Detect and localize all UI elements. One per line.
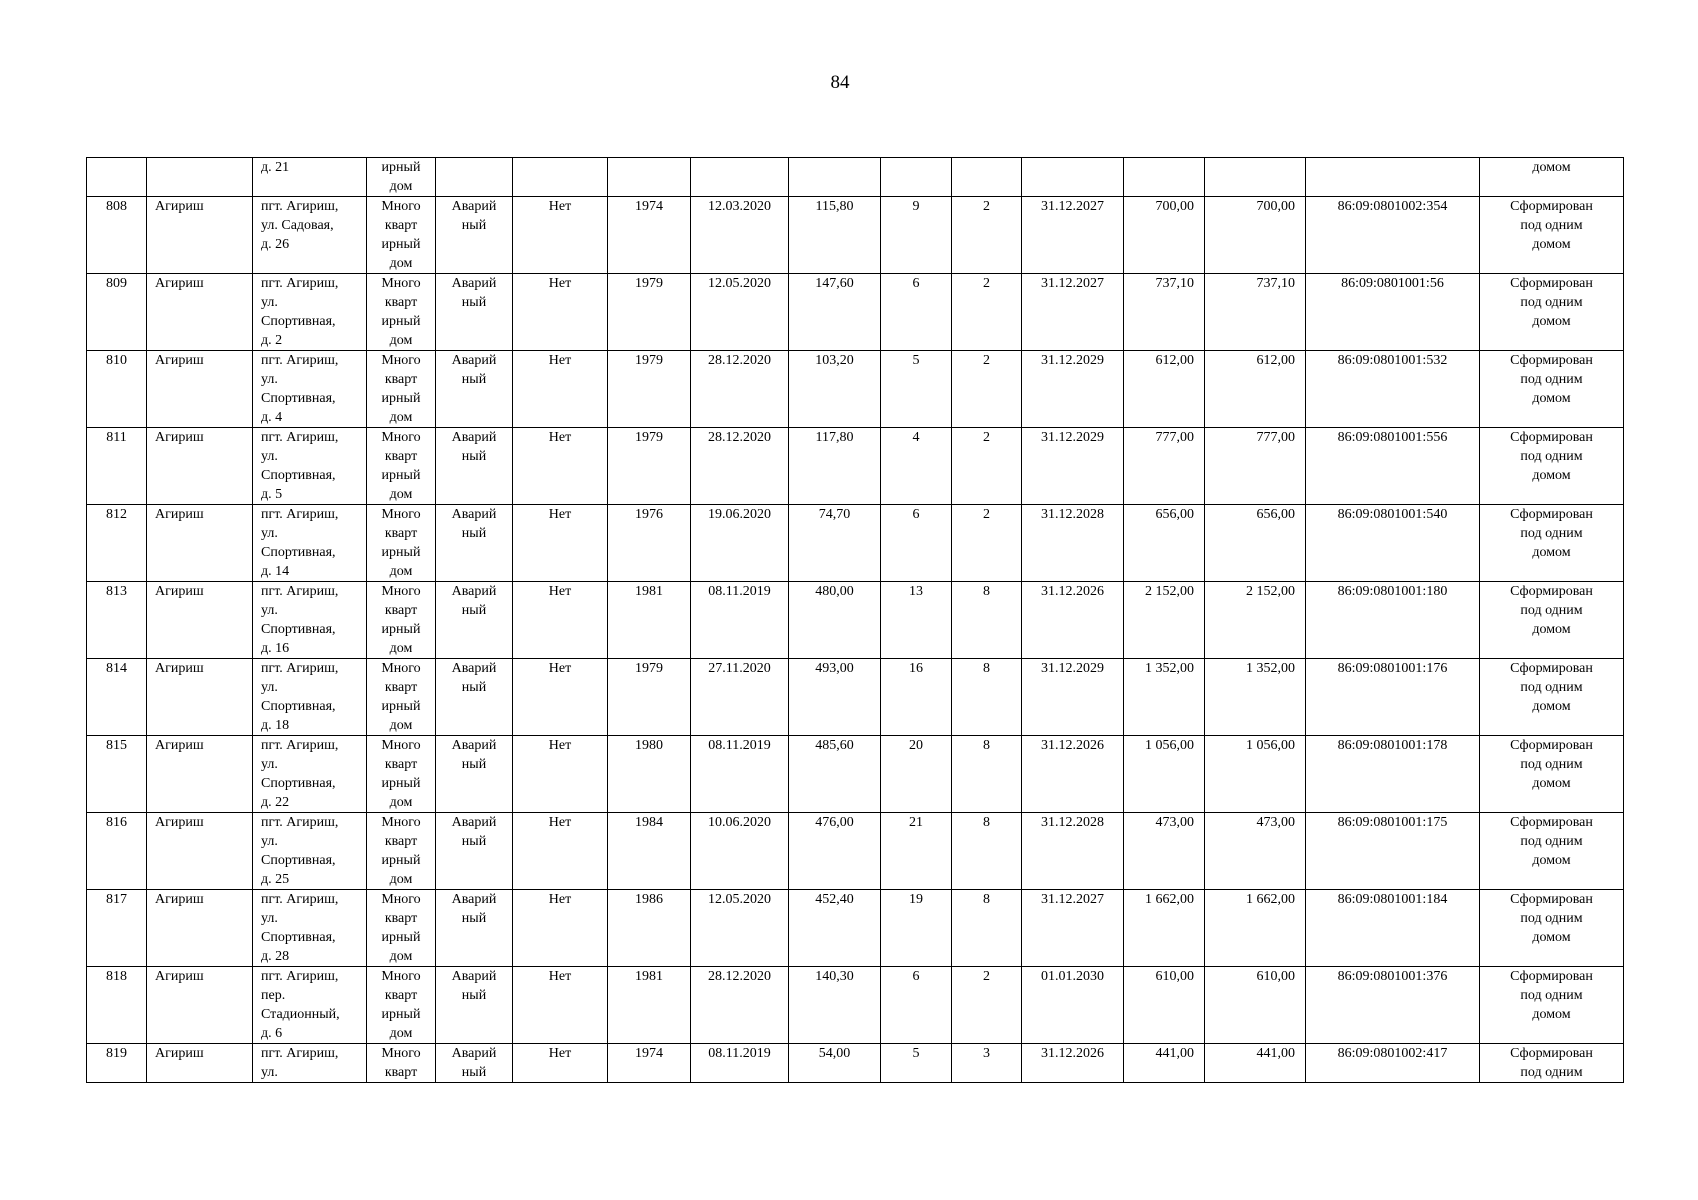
cell-building-status: Аварий ный (436, 274, 513, 351)
cell-planned-date: 31.12.2029 (1022, 659, 1124, 736)
cell-planned-date: 31.12.2027 (1022, 890, 1124, 967)
cell-cadastral-number: 86:09:0801001:532 (1306, 351, 1480, 428)
cell-total-area: 485,60 (789, 736, 881, 813)
cell-building-type: Много кварт ирный дом (367, 505, 436, 582)
cell-flag: Нет (513, 1044, 608, 1083)
cell-total-area: 115,80 (789, 197, 881, 274)
cell-building-type: Много кварт ирный дом (367, 274, 436, 351)
cell-row-number: 811 (87, 428, 147, 505)
cell-planned-date: 01.01.2030 (1022, 967, 1124, 1044)
cell-planned-date: 31.12.2027 (1022, 197, 1124, 274)
table-row (87, 890, 1624, 967)
cell-building-type: Много кварт ирный дом (367, 197, 436, 274)
cell-count-b: 2 (952, 274, 1022, 351)
cell-count-a: 6 (881, 505, 952, 582)
cell-count-b: 8 (952, 582, 1022, 659)
cell-address: пгт. Агириш, ул. Спортивная, д. 16 (253, 582, 367, 659)
cell-total-area: 140,30 (789, 967, 881, 1044)
cell-building-status: Аварий ный (436, 659, 513, 736)
cell-row-number: 814 (87, 659, 147, 736)
cell-area-b: 2 152,00 (1205, 582, 1306, 659)
cell-municipality: Агириш (147, 274, 253, 351)
cell-total-area: 480,00 (789, 582, 881, 659)
cell-flag: Нет (513, 582, 608, 659)
cell-building-type: Много кварт ирный дом (367, 351, 436, 428)
cell-row-number (87, 158, 147, 197)
cell-municipality: Агириш (147, 197, 253, 274)
cell-total-area: 74,70 (789, 505, 881, 582)
cell-address: пгт. Агириш, ул. Спортивная, д. 28 (253, 890, 367, 967)
cell-cadastral-number: 86:09:0801001:178 (1306, 736, 1480, 813)
cell-recognition-date: 28.12.2020 (691, 428, 789, 505)
cell-building-status: Аварий ный (436, 505, 513, 582)
cell-total-area: 476,00 (789, 813, 881, 890)
table-row (87, 428, 1624, 505)
cell-count-a: 13 (881, 582, 952, 659)
cell-total-area (789, 158, 881, 197)
cell-count-b: 2 (952, 197, 1022, 274)
cell-count-b (952, 158, 1022, 197)
table-row (87, 1044, 1624, 1083)
cell-area-a: 1 056,00 (1124, 736, 1205, 813)
cell-building-type: Много кварт ирный дом (367, 813, 436, 890)
cell-count-a: 21 (881, 813, 952, 890)
cell-municipality: Агириш (147, 967, 253, 1044)
cell-municipality: Агириш (147, 505, 253, 582)
table-row (87, 582, 1624, 659)
cell-building-status: Аварий ный (436, 428, 513, 505)
cell-area-b: 1 056,00 (1205, 736, 1306, 813)
cell-count-b: 2 (952, 428, 1022, 505)
cell-municipality: Агириш (147, 659, 253, 736)
cell-count-a: 6 (881, 274, 952, 351)
cell-cadastral-number: 86:09:0801001:184 (1306, 890, 1480, 967)
cell-area-b: 737,10 (1205, 274, 1306, 351)
cell-flag: Нет (513, 505, 608, 582)
cell-land-status: Сформирован под одним домом (1480, 582, 1624, 659)
cell-address: пгт. Агириш, ул. Спортивная, д. 2 (253, 274, 367, 351)
cell-planned-date: 31.12.2029 (1022, 428, 1124, 505)
cell-address: пгт. Агириш, ул. Спортивная, д. 4 (253, 351, 367, 428)
cell-land-status: Сформирован под одним домом (1480, 813, 1624, 890)
cell-area-a: 737,10 (1124, 274, 1205, 351)
cell-row-number: 815 (87, 736, 147, 813)
cell-area-a: 2 152,00 (1124, 582, 1205, 659)
cell-total-area: 147,60 (789, 274, 881, 351)
cell-build-year: 1980 (608, 736, 691, 813)
cell-building-status: Аварий ный (436, 813, 513, 890)
cell-recognition-date: 08.11.2019 (691, 1044, 789, 1083)
cell-area-a: 610,00 (1124, 967, 1205, 1044)
cell-land-status: Сформирован под одним домом (1480, 351, 1624, 428)
cell-count-a: 5 (881, 1044, 952, 1083)
cell-cadastral-number: 86:09:0801001:540 (1306, 505, 1480, 582)
cell-planned-date (1022, 158, 1124, 197)
cell-address: пгт. Агириш, ул. Спортивная, д. 22 (253, 736, 367, 813)
cell-row-number: 812 (87, 505, 147, 582)
cell-building-type: Много кварт ирный дом (367, 428, 436, 505)
cell-build-year: 1974 (608, 197, 691, 274)
cell-row-number: 809 (87, 274, 147, 351)
cell-build-year: 1979 (608, 351, 691, 428)
cell-total-area: 493,00 (789, 659, 881, 736)
cell-build-year: 1984 (608, 813, 691, 890)
cell-municipality: Агириш (147, 813, 253, 890)
cell-area-b: 610,00 (1205, 967, 1306, 1044)
cell-build-year: 1979 (608, 659, 691, 736)
cell-build-year: 1976 (608, 505, 691, 582)
cell-row-number: 810 (87, 351, 147, 428)
table-row (87, 158, 1624, 197)
cell-count-a: 4 (881, 428, 952, 505)
cell-building-type: ирный дом (367, 158, 436, 197)
cell-build-year: 1981 (608, 967, 691, 1044)
cell-area-b: 1 352,00 (1205, 659, 1306, 736)
cell-building-status: Аварий ный (436, 736, 513, 813)
cell-count-b: 2 (952, 505, 1022, 582)
cell-cadastral-number: 86:09:0801002:417 (1306, 1044, 1480, 1083)
cell-planned-date: 31.12.2026 (1022, 1044, 1124, 1083)
cell-building-status: Аварий ный (436, 351, 513, 428)
cell-flag: Нет (513, 274, 608, 351)
table-row (87, 197, 1624, 274)
cell-row-number: 808 (87, 197, 147, 274)
table-row (87, 736, 1624, 813)
cell-row-number: 819 (87, 1044, 147, 1083)
cell-area-b: 441,00 (1205, 1044, 1306, 1083)
cell-planned-date: 31.12.2026 (1022, 736, 1124, 813)
cell-land-status: Сформирован под одним домом (1480, 659, 1624, 736)
cell-flag: Нет (513, 890, 608, 967)
cell-cadastral-number: 86:09:0801001:180 (1306, 582, 1480, 659)
cell-row-number: 816 (87, 813, 147, 890)
cell-area-b: 656,00 (1205, 505, 1306, 582)
cell-building-type: Много кварт ирный дом (367, 582, 436, 659)
cell-cadastral-number: 86:09:0801001:376 (1306, 967, 1480, 1044)
cell-count-b: 3 (952, 1044, 1022, 1083)
cell-count-a: 5 (881, 351, 952, 428)
page-number: 84 (830, 72, 850, 93)
cell-count-a: 6 (881, 967, 952, 1044)
cell-flag: Нет (513, 813, 608, 890)
cell-flag: Нет (513, 197, 608, 274)
cell-total-area: 54,00 (789, 1044, 881, 1083)
table-row (87, 505, 1624, 582)
cell-total-area: 103,20 (789, 351, 881, 428)
cell-cadastral-number: 86:09:0801002:354 (1306, 197, 1480, 274)
cell-land-status: Сформирован под одним домом (1480, 428, 1624, 505)
cell-address: пгт. Агириш, пер. Стадионный, д. 6 (253, 967, 367, 1044)
cell-building-status (436, 158, 513, 197)
cell-land-status: Сформирован под одним домом (1480, 505, 1624, 582)
cell-address: пгт. Агириш, ул. Спортивная, д. 18 (253, 659, 367, 736)
cell-area-b: 777,00 (1205, 428, 1306, 505)
cell-count-a (881, 158, 952, 197)
cell-cadastral-number: 86:09:0801001:175 (1306, 813, 1480, 890)
cell-area-a: 473,00 (1124, 813, 1205, 890)
cell-area-a: 700,00 (1124, 197, 1205, 274)
cell-flag (513, 158, 608, 197)
cell-count-a: 20 (881, 736, 952, 813)
cell-municipality: Агириш (147, 351, 253, 428)
cell-building-status: Аварий ный (436, 197, 513, 274)
cell-planned-date: 31.12.2029 (1022, 351, 1124, 428)
cell-build-year: 1974 (608, 1044, 691, 1083)
cell-building-status: Аварий ный (436, 967, 513, 1044)
cell-area-b (1205, 158, 1306, 197)
cell-count-a: 19 (881, 890, 952, 967)
cell-building-status: Аварий ный (436, 582, 513, 659)
cell-building-type: Много кварт ирный дом (367, 659, 436, 736)
cell-address: пгт. Агириш, ул. Спортивная, д. 14 (253, 505, 367, 582)
cell-total-area: 452,40 (789, 890, 881, 967)
housing-table (86, 157, 1624, 1083)
cell-count-a: 9 (881, 197, 952, 274)
cell-recognition-date: 12.03.2020 (691, 197, 789, 274)
cell-municipality: Агириш (147, 1044, 253, 1083)
cell-building-type: Много кварт ирный дом (367, 967, 436, 1044)
table-row (87, 274, 1624, 351)
cell-land-status: Сформирован под одним домом (1480, 736, 1624, 813)
cell-recognition-date: 28.12.2020 (691, 967, 789, 1044)
table-row (87, 659, 1624, 736)
cell-municipality: Агириш (147, 736, 253, 813)
cell-count-b: 8 (952, 659, 1022, 736)
table-row (87, 967, 1624, 1044)
cell-count-b: 8 (952, 813, 1022, 890)
cell-municipality (147, 158, 253, 197)
cell-cadastral-number: 86:09:0801001:556 (1306, 428, 1480, 505)
cell-land-status: Сформирован под одним домом (1480, 197, 1624, 274)
cell-cadastral-number (1306, 158, 1480, 197)
cell-area-a: 1 662,00 (1124, 890, 1205, 967)
cell-address: пгт. Агириш, ул. Спортивная, д. 25 (253, 813, 367, 890)
cell-land-status: Сформирован под одним домом (1480, 890, 1624, 967)
cell-count-b: 2 (952, 967, 1022, 1044)
cell-planned-date: 31.12.2027 (1022, 274, 1124, 351)
cell-municipality: Агириш (147, 890, 253, 967)
cell-build-year: 1981 (608, 582, 691, 659)
cell-area-b: 473,00 (1205, 813, 1306, 890)
cell-area-b: 700,00 (1205, 197, 1306, 274)
cell-recognition-date: 08.11.2019 (691, 582, 789, 659)
cell-building-type: Много кварт (367, 1044, 436, 1083)
cell-area-b: 612,00 (1205, 351, 1306, 428)
cell-count-b: 8 (952, 736, 1022, 813)
cell-count-b: 8 (952, 890, 1022, 967)
cell-area-a: 612,00 (1124, 351, 1205, 428)
cell-recognition-date: 19.06.2020 (691, 505, 789, 582)
cell-area-a: 777,00 (1124, 428, 1205, 505)
cell-land-status: Сформирован под одним домом (1480, 967, 1624, 1044)
cell-area-a: 441,00 (1124, 1044, 1205, 1083)
cell-row-number: 818 (87, 967, 147, 1044)
cell-building-type: Много кварт ирный дом (367, 736, 436, 813)
cell-land-status: Сформирован под одним домом (1480, 274, 1624, 351)
cell-flag: Нет (513, 428, 608, 505)
cell-flag: Нет (513, 967, 608, 1044)
cell-area-a (1124, 158, 1205, 197)
cell-build-year (608, 158, 691, 197)
cell-recognition-date: 10.06.2020 (691, 813, 789, 890)
cell-flag: Нет (513, 736, 608, 813)
cell-build-year: 1979 (608, 428, 691, 505)
cell-planned-date: 31.12.2028 (1022, 813, 1124, 890)
cell-recognition-date: 08.11.2019 (691, 736, 789, 813)
cell-planned-date: 31.12.2028 (1022, 505, 1124, 582)
cell-cadastral-number: 86:09:0801001:56 (1306, 274, 1480, 351)
cell-recognition-date: 12.05.2020 (691, 274, 789, 351)
cell-count-b: 2 (952, 351, 1022, 428)
cell-build-year: 1986 (608, 890, 691, 967)
cell-land-status: Сформирован под одним (1480, 1044, 1624, 1083)
cell-flag: Нет (513, 659, 608, 736)
cell-planned-date: 31.12.2026 (1022, 582, 1124, 659)
table-row (87, 813, 1624, 890)
cell-total-area: 117,80 (789, 428, 881, 505)
cell-recognition-date (691, 158, 789, 197)
cell-recognition-date: 27.11.2020 (691, 659, 789, 736)
cell-area-b: 1 662,00 (1205, 890, 1306, 967)
cell-count-a: 16 (881, 659, 952, 736)
cell-build-year: 1979 (608, 274, 691, 351)
cell-row-number: 817 (87, 890, 147, 967)
cell-land-status: домом (1480, 158, 1624, 197)
table-row (87, 351, 1624, 428)
cell-recognition-date: 12.05.2020 (691, 890, 789, 967)
cell-cadastral-number: 86:09:0801001:176 (1306, 659, 1480, 736)
cell-row-number: 813 (87, 582, 147, 659)
cell-building-status: Аварий ный (436, 1044, 513, 1083)
cell-municipality: Агириш (147, 582, 253, 659)
cell-address: д. 21 (253, 158, 367, 197)
cell-address: пгт. Агириш, ул. Спортивная, д. 5 (253, 428, 367, 505)
cell-municipality: Агириш (147, 428, 253, 505)
cell-address: пгт. Агириш, ул. (253, 1044, 367, 1083)
cell-recognition-date: 28.12.2020 (691, 351, 789, 428)
cell-area-a: 1 352,00 (1124, 659, 1205, 736)
cell-flag: Нет (513, 351, 608, 428)
cell-address: пгт. Агириш, ул. Садовая, д. 26 (253, 197, 367, 274)
cell-building-type: Много кварт ирный дом (367, 890, 436, 967)
cell-building-status: Аварий ный (436, 890, 513, 967)
cell-area-a: 656,00 (1124, 505, 1205, 582)
